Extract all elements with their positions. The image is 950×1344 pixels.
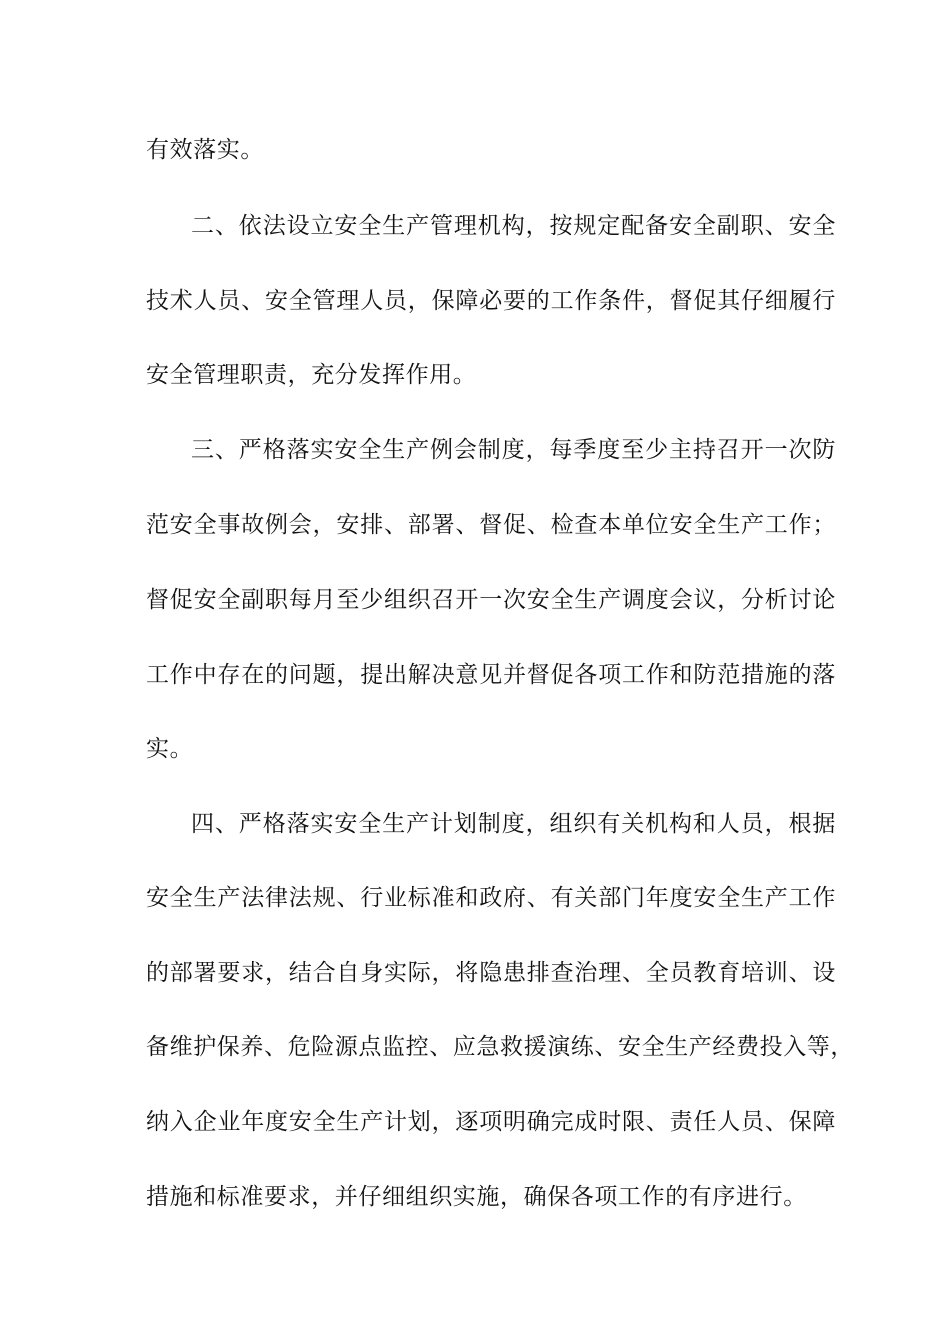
paragraph-3-line-2: 范安全事故例会，安排、部署、督促、检查本单位安全生产工作； — [146, 512, 836, 538]
paragraph-2-line-2: 技术人员、安全管理人员，保障必要的工作条件，督促其仔细履行 — [146, 288, 836, 314]
paragraph-4-line-3: 的部署要求，结合自身实际，将隐患排查治理、全员教育培训、设 — [146, 960, 836, 986]
paragraph-3-line-3: 督促安全副职每月至少组织召开一次安全生产调度会议，分析讨论 — [146, 587, 836, 613]
paragraph-4-line-2: 安全生产法律法规、行业标准和政府、有关部门年度安全生产工作 — [146, 885, 836, 911]
paragraph-2-line-1: 二、依法设立安全生产管理机构，按规定配备安全副职、安全 — [191, 213, 836, 239]
paragraph-2-line-3: 安全管理职责，充分发挥作用。 — [146, 362, 477, 388]
paragraph-4-line-6: 措施和标准要求，并仔细组织实施，确保各项工作的有序进行。 — [146, 1184, 807, 1210]
paragraph-3-line-5: 实。 — [146, 736, 194, 762]
paragraph-3-line-4: 工作中存在的问题，提出解决意见并督促各项工作和防范措施的落 — [146, 662, 836, 688]
paragraph-4-line-5: 纳入企业年度安全生产计划，逐项明确完成时限、责任人员、保障 — [146, 1109, 836, 1135]
paragraph-4-line-4: 备维护保养、危险源点监控、应急救援演练、安全生产经费投入等， — [146, 1034, 854, 1060]
paragraph-1-line-1: 有效落实。 — [146, 137, 264, 163]
paragraph-4-line-1: 四、严格落实安全生产计划制度，组织有关机构和人员，根据 — [191, 811, 836, 837]
paragraph-3-line-1: 三、严格落实安全生产例会制度，每季度至少主持召开一次防 — [191, 437, 836, 463]
